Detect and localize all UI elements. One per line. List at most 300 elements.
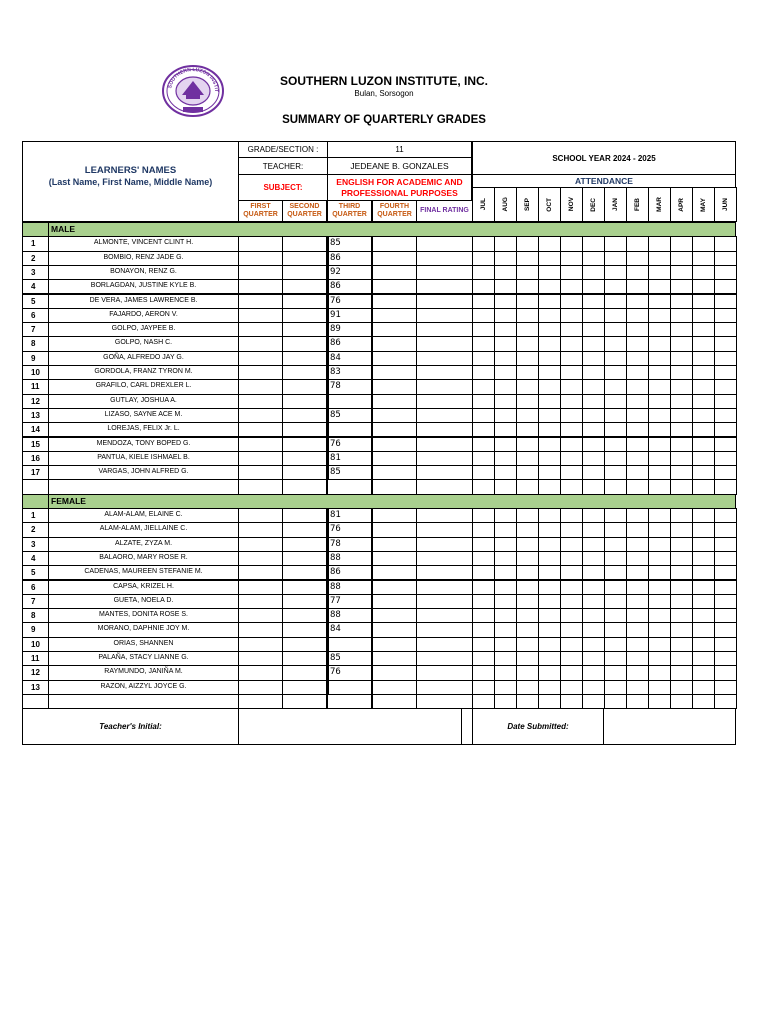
attendance-cell[interactable] bbox=[582, 665, 605, 680]
attendance-cell[interactable] bbox=[560, 294, 583, 309]
attendance-cell[interactable] bbox=[648, 279, 671, 294]
attendance-cell[interactable] bbox=[626, 422, 649, 437]
third-grade-cell[interactable] bbox=[327, 680, 372, 695]
attendance-cell[interactable] bbox=[494, 451, 517, 466]
attendance-cell[interactable] bbox=[560, 608, 583, 623]
attendance-cell[interactable] bbox=[626, 651, 649, 666]
attendance-cell[interactable] bbox=[560, 236, 583, 251]
attendance-cell[interactable] bbox=[494, 351, 517, 366]
attendance-cell[interactable] bbox=[604, 251, 627, 266]
second-grade-cell[interactable] bbox=[282, 451, 327, 466]
fourth-grade-cell[interactable] bbox=[372, 637, 417, 652]
attendance-cell[interactable] bbox=[516, 594, 539, 609]
attendance-cell[interactable] bbox=[648, 594, 671, 609]
attendance-cell[interactable] bbox=[714, 422, 737, 437]
attendance-cell[interactable] bbox=[538, 680, 561, 695]
attendance-cell[interactable] bbox=[560, 680, 583, 695]
attendance-cell[interactable] bbox=[538, 265, 561, 280]
final-grade-cell[interactable] bbox=[416, 437, 473, 452]
attendance-cell[interactable] bbox=[472, 608, 495, 623]
attendance-cell[interactable] bbox=[582, 680, 605, 695]
attendance-cell[interactable] bbox=[670, 637, 693, 652]
attendance-cell[interactable] bbox=[582, 394, 605, 409]
attendance-cell[interactable] bbox=[626, 365, 649, 380]
attendance-cell[interactable] bbox=[626, 537, 649, 552]
attendance-cell[interactable] bbox=[560, 322, 583, 337]
attendance-cell[interactable] bbox=[538, 551, 561, 566]
attendance-cell[interactable] bbox=[560, 379, 583, 394]
attendance-cell[interactable] bbox=[472, 236, 495, 251]
attendance-cell[interactable] bbox=[648, 665, 671, 680]
attendance-cell[interactable] bbox=[472, 537, 495, 552]
third-grade-cell[interactable]: 88 bbox=[327, 580, 372, 595]
attendance-cell[interactable] bbox=[626, 522, 649, 537]
first-grade-cell[interactable] bbox=[238, 537, 283, 552]
attendance-cell[interactable] bbox=[692, 537, 715, 552]
attendance-cell[interactable] bbox=[516, 565, 539, 580]
attendance-cell[interactable] bbox=[714, 437, 737, 452]
attendance-cell[interactable] bbox=[516, 637, 539, 652]
second-grade-cell[interactable] bbox=[282, 322, 327, 337]
attendance-cell[interactable] bbox=[692, 665, 715, 680]
attendance-cell[interactable] bbox=[582, 294, 605, 309]
third-grade-cell[interactable]: 85 bbox=[327, 236, 372, 251]
fourth-grade-cell[interactable] bbox=[372, 651, 417, 666]
attendance-cell[interactable] bbox=[560, 279, 583, 294]
attendance-cell[interactable] bbox=[582, 622, 605, 637]
first-grade-cell[interactable] bbox=[238, 580, 283, 595]
attendance-cell[interactable] bbox=[494, 680, 517, 695]
attendance-cell[interactable] bbox=[714, 522, 737, 537]
attendance-cell[interactable] bbox=[516, 265, 539, 280]
attendance-cell[interactable] bbox=[560, 394, 583, 409]
second-grade-cell[interactable] bbox=[282, 308, 327, 323]
attendance-cell[interactable] bbox=[648, 608, 671, 623]
attendance-cell[interactable] bbox=[516, 580, 539, 595]
attendance-cell[interactable] bbox=[560, 508, 583, 523]
attendance-cell[interactable] bbox=[516, 394, 539, 409]
attendance-cell[interactable] bbox=[626, 565, 649, 580]
attendance-cell[interactable] bbox=[538, 365, 561, 380]
attendance-cell[interactable] bbox=[626, 580, 649, 595]
attendance-cell[interactable] bbox=[692, 308, 715, 323]
final-grade-cell[interactable] bbox=[416, 422, 473, 437]
attendance-cell[interactable] bbox=[714, 351, 737, 366]
attendance-cell[interactable] bbox=[472, 465, 495, 480]
attendance-cell[interactable] bbox=[472, 680, 495, 695]
attendance-cell[interactable] bbox=[714, 580, 737, 595]
attendance-cell[interactable] bbox=[472, 379, 495, 394]
attendance-cell[interactable] bbox=[494, 622, 517, 637]
attendance-cell[interactable] bbox=[494, 294, 517, 309]
attendance-cell[interactable] bbox=[472, 351, 495, 366]
third-grade-cell[interactable]: 76 bbox=[327, 437, 372, 452]
third-grade-cell[interactable]: 91 bbox=[327, 308, 372, 323]
final-grade-cell[interactable] bbox=[416, 551, 473, 566]
fourth-grade-cell[interactable] bbox=[372, 308, 417, 323]
third-grade-cell[interactable]: 76 bbox=[327, 294, 372, 309]
final-grade-cell[interactable] bbox=[416, 565, 473, 580]
attendance-cell[interactable] bbox=[494, 279, 517, 294]
fourth-grade-cell[interactable] bbox=[372, 422, 417, 437]
first-grade-cell[interactable] bbox=[238, 365, 283, 380]
attendance-cell[interactable] bbox=[582, 351, 605, 366]
attendance-cell[interactable] bbox=[494, 637, 517, 652]
fourth-grade-cell[interactable] bbox=[372, 294, 417, 309]
attendance-cell[interactable] bbox=[494, 236, 517, 251]
attendance-cell[interactable] bbox=[560, 522, 583, 537]
attendance-cell[interactable] bbox=[648, 637, 671, 652]
attendance-cell[interactable] bbox=[472, 622, 495, 637]
attendance-cell[interactable] bbox=[692, 437, 715, 452]
attendance-cell[interactable] bbox=[670, 565, 693, 580]
attendance-cell[interactable] bbox=[560, 665, 583, 680]
third-grade-cell[interactable]: 89 bbox=[327, 322, 372, 337]
attendance-cell[interactable] bbox=[516, 236, 539, 251]
attendance-cell[interactable] bbox=[692, 551, 715, 566]
attendance-cell[interactable] bbox=[582, 594, 605, 609]
attendance-cell[interactable] bbox=[648, 351, 671, 366]
attendance-cell[interactable] bbox=[494, 565, 517, 580]
attendance-cell[interactable] bbox=[472, 665, 495, 680]
first-grade-cell[interactable] bbox=[238, 394, 283, 409]
attendance-cell[interactable] bbox=[538, 236, 561, 251]
attendance-cell[interactable] bbox=[626, 251, 649, 266]
attendance-cell[interactable] bbox=[516, 322, 539, 337]
attendance-cell[interactable] bbox=[692, 336, 715, 351]
attendance-cell[interactable] bbox=[516, 279, 539, 294]
fourth-grade-cell[interactable] bbox=[372, 665, 417, 680]
fourth-grade-cell[interactable] bbox=[372, 465, 417, 480]
final-grade-cell[interactable] bbox=[416, 251, 473, 266]
attendance-cell[interactable] bbox=[604, 537, 627, 552]
attendance-cell[interactable] bbox=[626, 622, 649, 637]
second-grade-cell[interactable] bbox=[282, 408, 327, 423]
attendance-cell[interactable] bbox=[538, 522, 561, 537]
second-grade-cell[interactable] bbox=[282, 608, 327, 623]
attendance-cell[interactable] bbox=[648, 580, 671, 595]
attendance-cell[interactable] bbox=[604, 394, 627, 409]
attendance-cell[interactable] bbox=[714, 622, 737, 637]
fourth-grade-cell[interactable] bbox=[372, 608, 417, 623]
attendance-cell[interactable] bbox=[604, 265, 627, 280]
third-grade-cell[interactable]: 88 bbox=[327, 608, 372, 623]
fourth-grade-cell[interactable] bbox=[372, 622, 417, 637]
final-grade-cell[interactable] bbox=[416, 322, 473, 337]
second-grade-cell[interactable] bbox=[282, 265, 327, 280]
attendance-cell[interactable] bbox=[714, 294, 737, 309]
attendance-cell[interactable] bbox=[670, 437, 693, 452]
attendance-cell[interactable] bbox=[692, 279, 715, 294]
first-grade-cell[interactable] bbox=[238, 379, 283, 394]
first-grade-cell[interactable] bbox=[238, 322, 283, 337]
attendance-cell[interactable] bbox=[472, 580, 495, 595]
attendance-cell[interactable] bbox=[494, 322, 517, 337]
attendance-cell[interactable] bbox=[670, 279, 693, 294]
attendance-cell[interactable] bbox=[692, 680, 715, 695]
attendance-cell[interactable] bbox=[692, 565, 715, 580]
attendance-cell[interactable] bbox=[626, 608, 649, 623]
attendance-cell[interactable] bbox=[560, 408, 583, 423]
attendance-cell[interactable] bbox=[582, 522, 605, 537]
attendance-cell[interactable] bbox=[494, 608, 517, 623]
attendance-cell[interactable] bbox=[472, 422, 495, 437]
attendance-cell[interactable] bbox=[538, 279, 561, 294]
third-grade-cell[interactable]: 78 bbox=[327, 379, 372, 394]
attendance-cell[interactable] bbox=[582, 465, 605, 480]
attendance-cell[interactable] bbox=[538, 394, 561, 409]
attendance-cell[interactable] bbox=[560, 551, 583, 566]
date-submitted-field[interactable] bbox=[603, 708, 736, 745]
first-grade-cell[interactable] bbox=[238, 465, 283, 480]
attendance-cell[interactable] bbox=[692, 265, 715, 280]
fourth-grade-cell[interactable] bbox=[372, 537, 417, 552]
attendance-cell[interactable] bbox=[604, 594, 627, 609]
attendance-cell[interactable] bbox=[472, 336, 495, 351]
attendance-cell[interactable] bbox=[538, 336, 561, 351]
first-grade-cell[interactable] bbox=[238, 608, 283, 623]
attendance-cell[interactable] bbox=[538, 537, 561, 552]
final-grade-cell[interactable] bbox=[416, 236, 473, 251]
attendance-cell[interactable] bbox=[582, 379, 605, 394]
attendance-cell[interactable] bbox=[648, 522, 671, 537]
attendance-cell[interactable] bbox=[472, 437, 495, 452]
attendance-cell[interactable] bbox=[670, 265, 693, 280]
attendance-cell[interactable] bbox=[604, 279, 627, 294]
attendance-cell[interactable] bbox=[538, 351, 561, 366]
attendance-cell[interactable] bbox=[670, 551, 693, 566]
attendance-cell[interactable] bbox=[582, 422, 605, 437]
attendance-cell[interactable] bbox=[472, 322, 495, 337]
first-grade-cell[interactable] bbox=[238, 622, 283, 637]
fourth-grade-cell[interactable] bbox=[372, 379, 417, 394]
fourth-grade-cell[interactable] bbox=[372, 394, 417, 409]
attendance-cell[interactable] bbox=[472, 651, 495, 666]
attendance-cell[interactable] bbox=[670, 522, 693, 537]
attendance-cell[interactable] bbox=[714, 637, 737, 652]
attendance-cell[interactable] bbox=[582, 637, 605, 652]
attendance-cell[interactable] bbox=[670, 451, 693, 466]
fourth-grade-cell[interactable] bbox=[372, 351, 417, 366]
attendance-cell[interactable] bbox=[604, 665, 627, 680]
second-grade-cell[interactable] bbox=[282, 522, 327, 537]
attendance-cell[interactable] bbox=[604, 451, 627, 466]
attendance-cell[interactable] bbox=[472, 408, 495, 423]
fourth-grade-cell[interactable] bbox=[372, 236, 417, 251]
attendance-cell[interactable] bbox=[582, 251, 605, 266]
attendance-cell[interactable] bbox=[538, 508, 561, 523]
attendance-cell[interactable] bbox=[626, 322, 649, 337]
final-grade-cell[interactable] bbox=[416, 580, 473, 595]
attendance-cell[interactable] bbox=[670, 608, 693, 623]
second-grade-cell[interactable] bbox=[282, 294, 327, 309]
attendance-cell[interactable] bbox=[494, 580, 517, 595]
attendance-cell[interactable] bbox=[516, 680, 539, 695]
attendance-cell[interactable] bbox=[648, 294, 671, 309]
fourth-grade-cell[interactable] bbox=[372, 265, 417, 280]
first-grade-cell[interactable] bbox=[238, 236, 283, 251]
attendance-cell[interactable] bbox=[714, 236, 737, 251]
attendance-cell[interactable] bbox=[516, 437, 539, 452]
first-grade-cell[interactable] bbox=[238, 451, 283, 466]
attendance-cell[interactable] bbox=[582, 651, 605, 666]
attendance-cell[interactable] bbox=[714, 451, 737, 466]
fourth-grade-cell[interactable] bbox=[372, 565, 417, 580]
final-grade-cell[interactable] bbox=[416, 637, 473, 652]
attendance-cell[interactable] bbox=[560, 594, 583, 609]
attendance-cell[interactable] bbox=[692, 637, 715, 652]
attendance-cell[interactable] bbox=[560, 651, 583, 666]
final-grade-cell[interactable] bbox=[416, 651, 473, 666]
attendance-cell[interactable] bbox=[472, 551, 495, 566]
attendance-cell[interactable] bbox=[494, 522, 517, 537]
attendance-cell[interactable] bbox=[494, 508, 517, 523]
attendance-cell[interactable] bbox=[714, 379, 737, 394]
attendance-cell[interactable] bbox=[714, 465, 737, 480]
attendance-cell[interactable] bbox=[538, 637, 561, 652]
attendance-cell[interactable] bbox=[604, 336, 627, 351]
third-grade-cell[interactable]: 92 bbox=[327, 265, 372, 280]
attendance-cell[interactable] bbox=[670, 622, 693, 637]
final-grade-cell[interactable] bbox=[416, 537, 473, 552]
fourth-grade-cell[interactable] bbox=[372, 594, 417, 609]
attendance-cell[interactable] bbox=[604, 580, 627, 595]
attendance-cell[interactable] bbox=[582, 308, 605, 323]
attendance-cell[interactable] bbox=[692, 365, 715, 380]
attendance-cell[interactable] bbox=[626, 394, 649, 409]
attendance-cell[interactable] bbox=[648, 336, 671, 351]
attendance-cell[interactable] bbox=[626, 551, 649, 566]
attendance-cell[interactable] bbox=[538, 451, 561, 466]
attendance-cell[interactable] bbox=[670, 508, 693, 523]
attendance-cell[interactable] bbox=[604, 379, 627, 394]
attendance-cell[interactable] bbox=[494, 551, 517, 566]
first-grade-cell[interactable] bbox=[238, 279, 283, 294]
attendance-cell[interactable] bbox=[560, 336, 583, 351]
attendance-cell[interactable] bbox=[692, 322, 715, 337]
attendance-cell[interactable] bbox=[626, 294, 649, 309]
second-grade-cell[interactable] bbox=[282, 365, 327, 380]
final-grade-cell[interactable] bbox=[416, 279, 473, 294]
attendance-cell[interactable] bbox=[538, 580, 561, 595]
attendance-cell[interactable] bbox=[494, 336, 517, 351]
attendance-cell[interactable] bbox=[648, 308, 671, 323]
attendance-cell[interactable] bbox=[648, 322, 671, 337]
attendance-cell[interactable] bbox=[714, 365, 737, 380]
attendance-cell[interactable] bbox=[494, 408, 517, 423]
attendance-cell[interactable] bbox=[692, 379, 715, 394]
first-grade-cell[interactable] bbox=[238, 294, 283, 309]
attendance-cell[interactable] bbox=[538, 565, 561, 580]
attendance-cell[interactable] bbox=[472, 522, 495, 537]
attendance-cell[interactable] bbox=[648, 408, 671, 423]
attendance-cell[interactable] bbox=[604, 608, 627, 623]
attendance-cell[interactable] bbox=[560, 465, 583, 480]
second-grade-cell[interactable] bbox=[282, 580, 327, 595]
attendance-cell[interactable] bbox=[670, 236, 693, 251]
final-grade-cell[interactable] bbox=[416, 294, 473, 309]
attendance-cell[interactable] bbox=[692, 451, 715, 466]
attendance-cell[interactable] bbox=[516, 465, 539, 480]
attendance-cell[interactable] bbox=[516, 308, 539, 323]
fourth-grade-cell[interactable] bbox=[372, 251, 417, 266]
final-grade-cell[interactable] bbox=[416, 351, 473, 366]
attendance-cell[interactable] bbox=[626, 451, 649, 466]
attendance-cell[interactable] bbox=[604, 637, 627, 652]
first-grade-cell[interactable] bbox=[238, 308, 283, 323]
third-grade-cell[interactable] bbox=[327, 394, 372, 409]
attendance-cell[interactable] bbox=[714, 265, 737, 280]
attendance-cell[interactable] bbox=[692, 622, 715, 637]
attendance-cell[interactable] bbox=[472, 637, 495, 652]
attendance-cell[interactable] bbox=[582, 451, 605, 466]
attendance-cell[interactable] bbox=[692, 522, 715, 537]
final-grade-cell[interactable] bbox=[416, 594, 473, 609]
attendance-cell[interactable] bbox=[560, 451, 583, 466]
fourth-grade-cell[interactable] bbox=[372, 322, 417, 337]
attendance-cell[interactable] bbox=[516, 379, 539, 394]
attendance-cell[interactable] bbox=[538, 251, 561, 266]
attendance-cell[interactable] bbox=[692, 236, 715, 251]
attendance-cell[interactable] bbox=[604, 522, 627, 537]
attendance-cell[interactable] bbox=[670, 594, 693, 609]
attendance-cell[interactable] bbox=[692, 394, 715, 409]
attendance-cell[interactable] bbox=[538, 379, 561, 394]
attendance-cell[interactable] bbox=[604, 437, 627, 452]
attendance-cell[interactable] bbox=[670, 651, 693, 666]
first-grade-cell[interactable] bbox=[238, 665, 283, 680]
final-grade-cell[interactable] bbox=[416, 308, 473, 323]
attendance-cell[interactable] bbox=[582, 265, 605, 280]
attendance-cell[interactable] bbox=[538, 422, 561, 437]
attendance-cell[interactable] bbox=[560, 637, 583, 652]
attendance-cell[interactable] bbox=[472, 365, 495, 380]
final-grade-cell[interactable] bbox=[416, 379, 473, 394]
final-grade-cell[interactable] bbox=[416, 522, 473, 537]
second-grade-cell[interactable] bbox=[282, 622, 327, 637]
attendance-cell[interactable] bbox=[472, 265, 495, 280]
third-grade-cell[interactable] bbox=[327, 422, 372, 437]
attendance-cell[interactable] bbox=[714, 680, 737, 695]
attendance-cell[interactable] bbox=[670, 580, 693, 595]
first-grade-cell[interactable] bbox=[238, 422, 283, 437]
attendance-cell[interactable] bbox=[494, 365, 517, 380]
first-grade-cell[interactable] bbox=[238, 265, 283, 280]
attendance-cell[interactable] bbox=[648, 265, 671, 280]
attendance-cell[interactable] bbox=[670, 308, 693, 323]
third-grade-cell[interactable]: 86 bbox=[327, 565, 372, 580]
fourth-grade-cell[interactable] bbox=[372, 522, 417, 537]
third-grade-cell[interactable]: 78 bbox=[327, 537, 372, 552]
attendance-cell[interactable] bbox=[472, 594, 495, 609]
final-grade-cell[interactable] bbox=[416, 665, 473, 680]
third-grade-cell[interactable]: 83 bbox=[327, 365, 372, 380]
attendance-cell[interactable] bbox=[692, 465, 715, 480]
second-grade-cell[interactable] bbox=[282, 508, 327, 523]
attendance-cell[interactable] bbox=[626, 508, 649, 523]
first-grade-cell[interactable] bbox=[238, 565, 283, 580]
final-grade-cell[interactable] bbox=[416, 622, 473, 637]
attendance-cell[interactable] bbox=[714, 608, 737, 623]
attendance-cell[interactable] bbox=[648, 236, 671, 251]
attendance-cell[interactable] bbox=[494, 465, 517, 480]
attendance-cell[interactable] bbox=[626, 351, 649, 366]
second-grade-cell[interactable] bbox=[282, 637, 327, 652]
attendance-cell[interactable] bbox=[670, 336, 693, 351]
final-grade-cell[interactable] bbox=[416, 451, 473, 466]
attendance-cell[interactable] bbox=[714, 322, 737, 337]
attendance-cell[interactable] bbox=[714, 551, 737, 566]
